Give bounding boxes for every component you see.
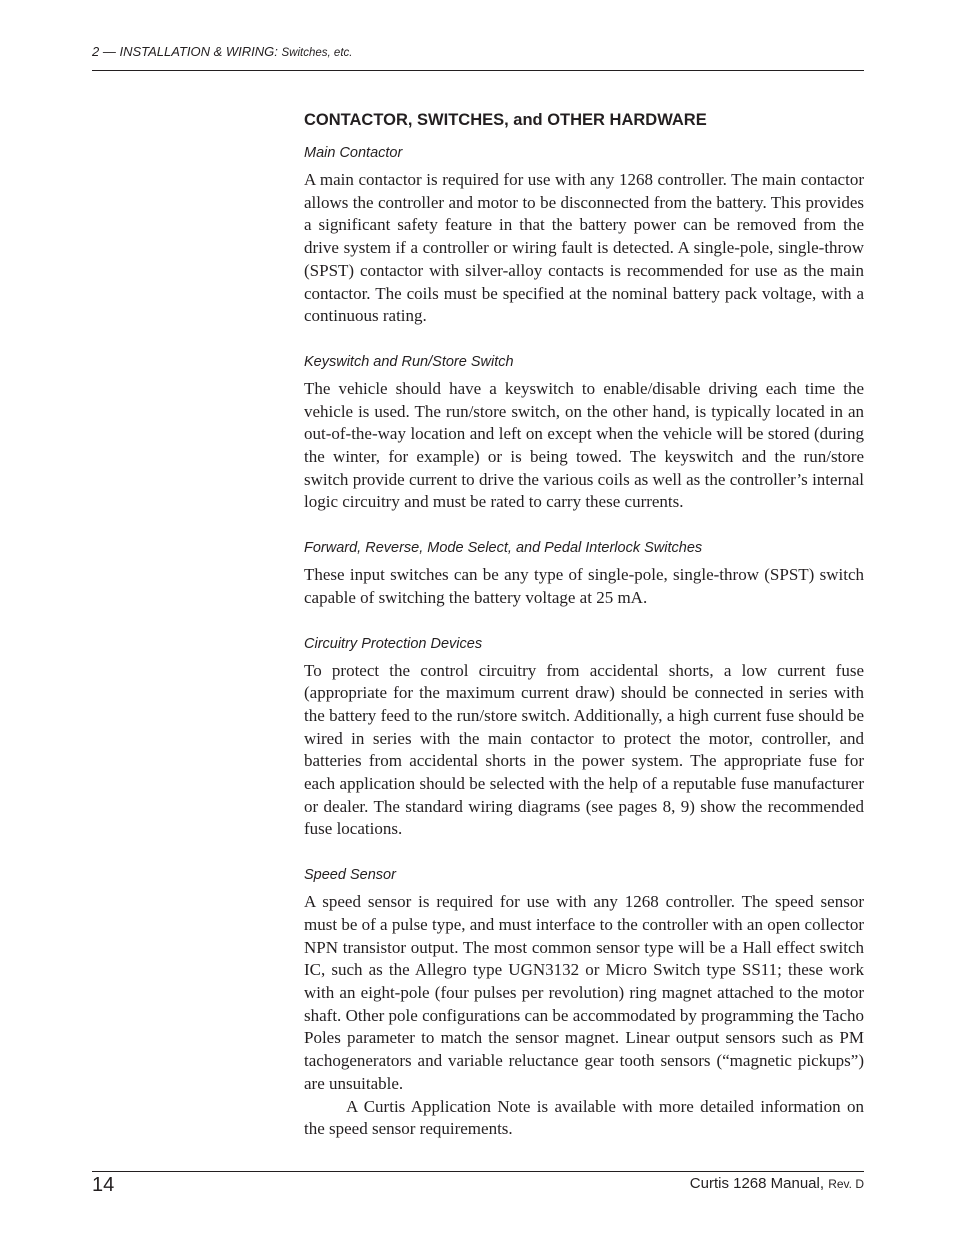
running-header (92, 44, 352, 59)
footer-rule (92, 1171, 864, 1172)
main-content (304, 110, 864, 1141)
paragraph: To protect the control circuitry from accidental shorts, a low current fuse (appropriate for the maximum current draw) should be connected in series with the battery feed to the run/store switch. Additionally, a high current fuse should be wired in series with the main contactor to protect the motor, controller, and batteries from accidental shorts in the power system. The appropriate fuse for each application should be selected with the help of a reputable fuse manufacturer or dealer. The standard wiring diagrams (see pages 8, 9) show the recommended fuse locations. (304, 660, 864, 839)
footer-revision: Rev. D (828, 1177, 864, 1191)
subheading: Speed Sensor (304, 867, 396, 884)
page-number: 14 (92, 1174, 115, 1196)
subheading: Keyswitch and Run/Store Switch (304, 353, 514, 370)
paragraph: A main contactor is required for use with any 1268 controller. The main contactor allows the controller and motor to be disconnected from the battery. This provides a significant safety feature in that the battery power can be removed from the drive system if a controller or wiring fault is detected. A single-pole, single-throw (SPST) contactor with silver-alloy contacts is recommended for use as the main contactor. The coils must be specified at the nominal battery pack voltage, with a continuous rating. (304, 170, 864, 326)
header-rule (92, 70, 864, 71)
running-footer (690, 1175, 864, 1192)
section-input-switches (304, 539, 864, 609)
section-circuitry-protection (304, 635, 864, 842)
header-subsection: Switches, etc. (281, 47, 353, 59)
paragraph: These input switches can be any type of single-pole, single-throw (SPST) switch capable of switching the battery voltage at 25 mA. (304, 565, 864, 607)
paragraph: The vehicle should have a keyswitch to enable/disable driving each time the vehicle is used. The run/store switch, on the other hand, is typically located in an out-of-the-way location and left on except when the vehicle will be stored (during the winter, for example) or is being towed. The keyswitch and the run/store switch provide current to drive the various coils as well as the controller’s internal logic circuitry and must be rated to carry these currents. (304, 378, 864, 512)
subheading: Forward, Reverse, Mode Select, and Pedal Interlock Switches (304, 540, 703, 557)
section-keyswitch (304, 353, 864, 514)
footer-manual: Curtis 1268 Manual, (689, 1175, 825, 1192)
header-section: 2 — INSTALLATION & WIRING: (92, 44, 278, 59)
section-speed-sensor (304, 866, 864, 1141)
paragraph: A Curtis Application Note is available with more detailed information on the speed sensor requirements. (304, 1096, 864, 1139)
paragraph: A speed sensor is required for use with any 1268 controller. The speed sensor must be of a pulse type, and must interface to the controller with an open collector NPN transistor output. The most common sensor type will be a Hall effect switch IC, such as the Allegro type UGN3132 or Micro Switch type SS11; these work with an eight-pole (four pulses per revolution) ring magnet attached to the motor shaft. Other pole configurations can be accommodated by programming the Tacho Poles parameter to match the sensor magnet. Linear output sensors such as PM tachogenerators and variable reluctance gear tooth sensors (“magnetic pickups”) are unsuitable. (304, 892, 864, 1093)
subheading: Circuitry Protection Devices (304, 635, 483, 652)
subheading: Main Contactor (304, 145, 403, 161)
section-main-contactor (304, 144, 864, 328)
page-title: CONTACTOR, SWITCHES, and OTHER HARDWARE (304, 111, 707, 129)
